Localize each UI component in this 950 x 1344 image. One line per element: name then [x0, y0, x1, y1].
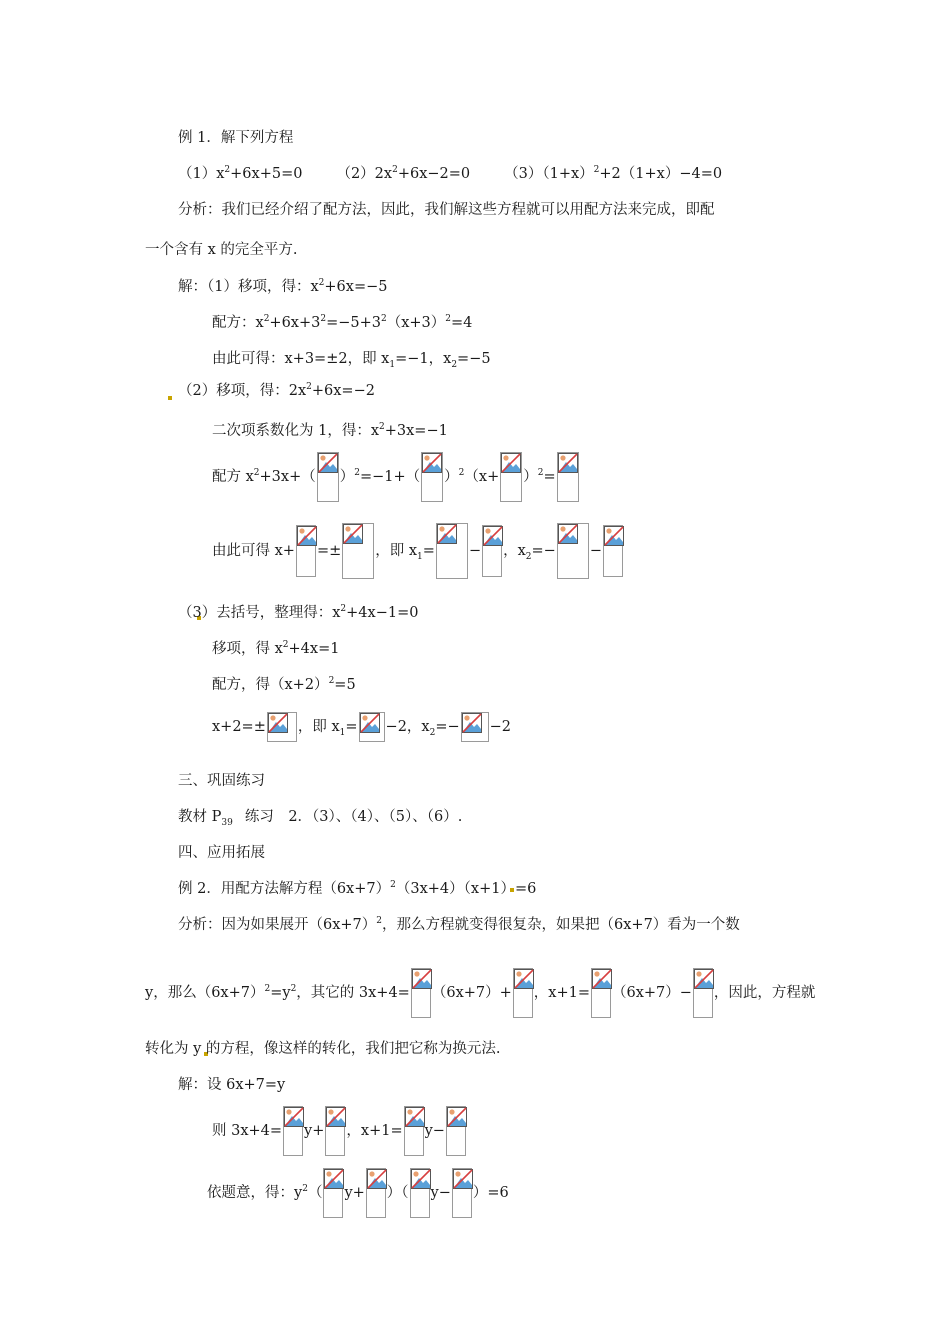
formula-image-icon: [366, 1168, 386, 1218]
text: ，x: [503, 543, 526, 559]
text: ，因此，方程就: [713, 985, 816, 1001]
subscript: 2: [429, 727, 436, 738]
text: −2，x: [385, 719, 430, 735]
text: +3x=−1: [384, 423, 448, 439]
formula-image-icon: [411, 968, 431, 1018]
section-3-heading: [178, 771, 265, 791]
text: =y: [270, 985, 291, 1001]
formula-image-icon: [359, 712, 385, 742]
solution-3-step-1: [178, 603, 418, 623]
text: 二次项系数化为 1，得：x: [212, 423, 380, 439]
missing-image-icon: [447, 1107, 467, 1127]
superscript: 2: [392, 165, 398, 176]
text: （1）x: [178, 166, 225, 182]
superscript: 2: [264, 984, 271, 995]
text: 转化为 y 的方程，像这样的转化，我们把它称为换元法.: [145, 1041, 501, 1057]
text: =−1，x: [395, 351, 452, 367]
superscript: 2: [224, 165, 231, 176]
text: （: [307, 1185, 323, 1201]
solution-1-step-1: [178, 277, 387, 297]
superscript: 2: [340, 604, 347, 615]
solution-1-step-2: [212, 313, 472, 333]
missing-image-icon: [462, 713, 482, 733]
text: =4: [451, 315, 473, 331]
missing-image-icon: [592, 969, 612, 989]
text: ）: [444, 469, 459, 485]
superscript: 2: [390, 880, 396, 891]
text: 分析：我们已经介绍了配方法，因此，我们解这些方程就可以用配方法来完成，即配: [178, 202, 715, 218]
text: （x+3）: [386, 315, 446, 331]
missing-image-icon: [514, 969, 534, 989]
superscript: 2: [263, 314, 270, 325]
text: （3）（1+x）: [504, 166, 594, 182]
text: （6x+7）+: [431, 985, 512, 1001]
missing-image-icon: [483, 526, 503, 546]
text: ）: [523, 469, 538, 485]
text: −: [589, 543, 602, 559]
superscript: 2: [445, 314, 452, 325]
text: +6x=−2: [311, 383, 375, 399]
textbook-exercise: [178, 807, 462, 827]
text: （3x+4）（x+1）=6: [395, 881, 537, 897]
text: y+: [304, 1123, 325, 1139]
superscript: 2: [320, 314, 327, 325]
text: 教材 P: [178, 809, 222, 825]
text: 四、应用拓展: [178, 845, 265, 861]
text: （x+: [464, 469, 500, 485]
text: 例 2．用配方法解方程（6x+7）: [178, 881, 391, 897]
text: 分析：因为如果展开（6x+7）: [178, 917, 377, 933]
text: =−1+（: [359, 469, 421, 485]
missing-image-icon: [437, 524, 457, 544]
solution-2-step-2: [212, 421, 448, 441]
text: ）: [339, 469, 355, 485]
formula-image-icon: [513, 968, 533, 1018]
superscript: 2: [379, 422, 385, 433]
equations-list: [178, 164, 722, 184]
superscript: 2: [381, 314, 387, 325]
text: =5: [334, 677, 356, 693]
text: （6x+7）−: [611, 985, 692, 1001]
text: ，那么方程就变得很复杂，如果把（6x+7）看为一个数: [382, 917, 740, 933]
formula-image-icon: [421, 452, 443, 502]
missing-image-icon: [558, 524, 578, 544]
solution-1-step-3: [212, 349, 491, 369]
formula-image-icon: [342, 523, 374, 579]
formula-image-icon: [482, 525, 502, 577]
text: ）=6: [472, 1185, 509, 1201]
superscript: 2: [328, 676, 335, 687]
text: y+: [344, 1185, 365, 1201]
subscript: 1: [389, 359, 396, 370]
missing-image-icon: [411, 1169, 431, 1189]
text: ，x+1=: [346, 1123, 403, 1139]
solution-3-step-3: [212, 675, 356, 695]
formula-image-icon: [557, 452, 579, 502]
superscript: 2: [282, 640, 289, 651]
section-4-heading: [178, 843, 265, 863]
text: +4x−1=0: [346, 605, 419, 621]
solution-3-step-4: [212, 712, 511, 742]
text: （3）去括号，整理得：x: [178, 605, 341, 621]
formula-image-icon: [325, 1106, 345, 1156]
subscript: 2: [451, 359, 458, 370]
superscript: 2: [290, 984, 297, 995]
text: +3x+（: [259, 469, 316, 485]
text: +6x−2=0: [397, 166, 471, 182]
formula-image-icon: [296, 525, 316, 577]
analysis-2-line-3: [145, 1039, 501, 1059]
text: =−: [435, 719, 460, 735]
missing-image-icon: [324, 1169, 344, 1189]
missing-image-icon: [558, 453, 578, 473]
missing-image-icon: [343, 524, 363, 544]
text: x+2=±: [212, 719, 266, 735]
superscript: 2: [354, 468, 360, 479]
subscript: 1: [339, 727, 346, 738]
superscript: 2: [458, 468, 465, 479]
formula-image-icon: [446, 1106, 466, 1156]
text: +6x+3: [269, 315, 321, 331]
text: （2）2x: [336, 166, 393, 182]
solution-2-step-3: [212, 452, 580, 502]
marker-dot: [168, 396, 172, 400]
text: =±: [316, 543, 342, 559]
text: ，其它的 3x+4=: [296, 985, 410, 1001]
formula-image-icon: [323, 1168, 343, 1218]
superscript: 2: [593, 165, 600, 176]
text: =: [543, 469, 556, 485]
formula-image-icon: [404, 1106, 424, 1156]
solution-3-step-2: [212, 639, 339, 659]
text: ）（: [386, 1185, 409, 1201]
solution-example-2-step-2: [212, 1106, 467, 1156]
superscript: 2: [253, 468, 260, 479]
text: 依题意，得：y: [207, 1185, 303, 1201]
text: y，那么（6x+7）: [145, 985, 265, 1001]
text: 配方，得（x+2）: [212, 677, 329, 693]
missing-image-icon: [297, 526, 317, 546]
text: 练习 2．（3）、（4）、（5）、（6）.: [244, 809, 463, 825]
formula-image-icon: [500, 452, 522, 502]
solution-example-2-step-3: [207, 1168, 509, 1218]
missing-image-icon: [694, 969, 714, 989]
text: 配方 x: [212, 469, 254, 485]
text: 解：设 6x+7=y: [178, 1077, 286, 1093]
solution-2-step-1: [178, 381, 375, 401]
formula-image-icon: [603, 525, 623, 577]
text: =: [345, 719, 358, 735]
text: 一个含有 x 的完全平方.: [145, 242, 298, 258]
text: 由此可得：x+3=±2，即 x: [212, 351, 390, 367]
text: （2）移项，得：2x: [178, 383, 307, 399]
superscript: 2: [318, 278, 325, 289]
text: ，即 x: [375, 543, 418, 559]
text: =: [422, 543, 435, 559]
text: ，即 x: [297, 719, 340, 735]
formula-image-icon: [267, 712, 297, 742]
example-2-title: [178, 879, 536, 899]
missing-image-icon: [326, 1107, 346, 1127]
missing-image-icon: [501, 453, 521, 473]
formula-image-icon: [283, 1106, 303, 1156]
analysis-line-1: [178, 200, 715, 220]
missing-image-icon: [284, 1107, 304, 1127]
text: +6x=−5: [324, 279, 388, 295]
missing-image-icon: [604, 526, 624, 546]
text: 三、巩固练习: [178, 773, 265, 789]
formula-image-icon: [410, 1168, 430, 1218]
text: +6x+5=0: [230, 166, 303, 182]
analysis-line-2: [145, 240, 298, 260]
text: 移项，得 x: [212, 641, 283, 657]
text: −2: [489, 719, 512, 735]
formula-image-icon: [317, 452, 339, 502]
superscript: 2: [376, 916, 383, 927]
example-1-title: [178, 128, 293, 148]
superscript: 2: [537, 468, 544, 479]
missing-image-icon: [360, 713, 380, 733]
text: =−: [531, 543, 556, 559]
missing-image-icon: [405, 1107, 425, 1127]
formula-image-icon: [461, 712, 489, 742]
analysis-2-line-2: [145, 968, 815, 1018]
text: +4x=1: [288, 641, 340, 657]
superscript: 2: [302, 1184, 308, 1195]
solution-2-step-4: [212, 523, 624, 579]
text: 解：（1）移项，得：x: [178, 279, 319, 295]
formula-image-icon: [452, 1168, 472, 1218]
missing-image-icon: [268, 713, 288, 733]
text: 则 3x+4=: [212, 1123, 283, 1139]
analysis-2-line-1: [178, 915, 740, 935]
missing-image-icon: [412, 969, 432, 989]
formula-image-icon: [591, 968, 611, 1018]
solution-example-2-step-1: [178, 1075, 285, 1095]
subscript: 39: [221, 817, 233, 828]
formula-image-icon: [693, 968, 713, 1018]
superscript: 2: [306, 382, 312, 393]
text: 配方：x: [212, 315, 264, 331]
subscript: 1: [417, 551, 423, 562]
missing-image-icon: [422, 453, 442, 473]
text: =−5: [457, 351, 491, 367]
subscript: 2: [525, 551, 532, 562]
missing-image-icon: [318, 453, 338, 473]
text: −: [468, 543, 482, 559]
text: y−: [424, 1123, 445, 1139]
text: ，x+1=: [533, 985, 590, 1001]
formula-image-icon: [557, 523, 589, 579]
text: y−: [430, 1185, 451, 1201]
text: =−5+3: [326, 315, 381, 331]
missing-image-icon: [367, 1169, 387, 1189]
formula-image-icon: [436, 523, 468, 579]
text: +2（1+x）−4=0: [599, 166, 723, 182]
text: 由此可得 x+: [212, 543, 295, 559]
missing-image-icon: [453, 1169, 473, 1189]
text: 例 1．解下列方程: [178, 130, 294, 146]
